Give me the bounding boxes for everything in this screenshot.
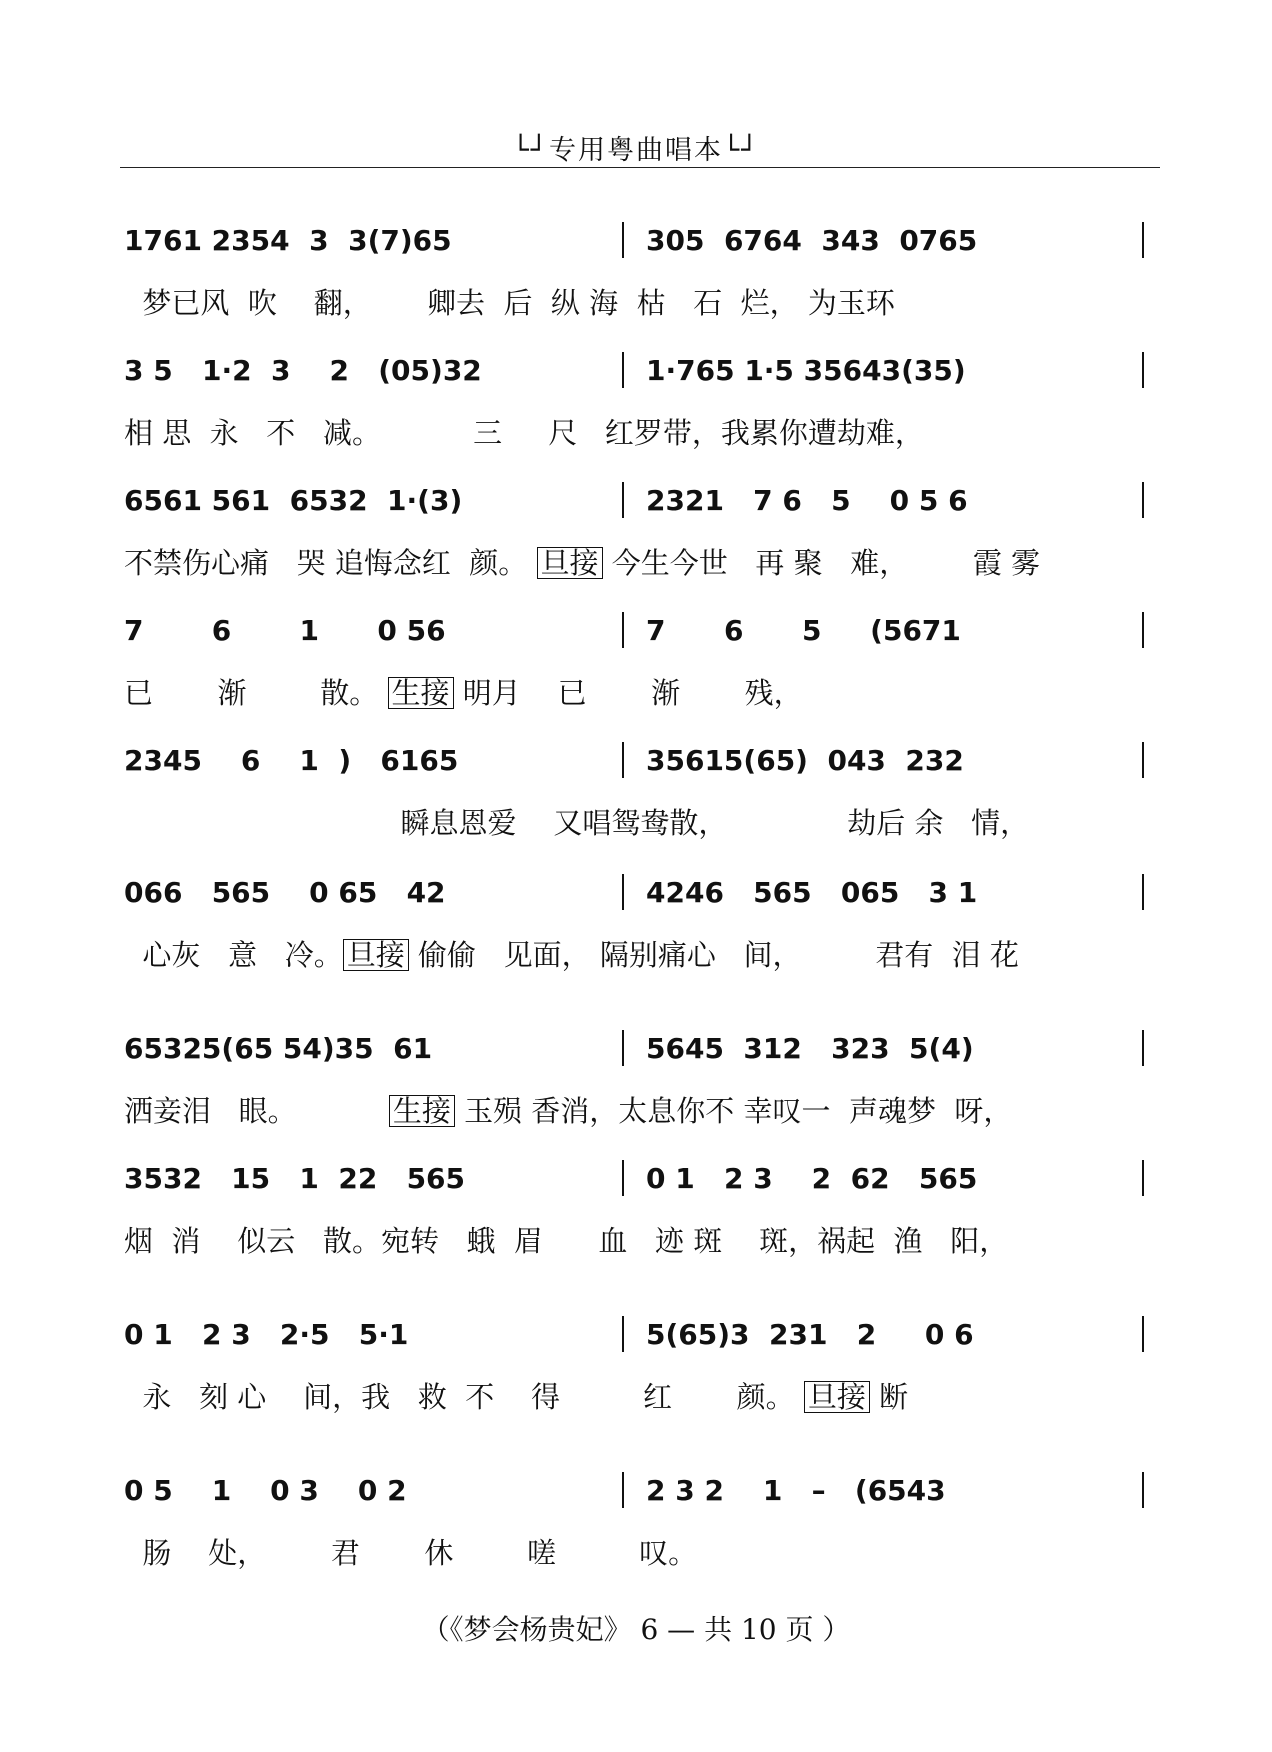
- barline: [1142, 1030, 1144, 1066]
- barline: [622, 742, 624, 778]
- barline: [1142, 742, 1144, 778]
- barline: [1142, 1160, 1144, 1196]
- notation-right: 0 1 2 3 2 62 565: [646, 1162, 978, 1195]
- cue-marker: 旦接: [804, 1381, 870, 1413]
- notation-left: 7 6 1 0 56: [124, 614, 446, 647]
- lyric-text: 不禁伤心痛 哭 追悔念红 颜。: [124, 546, 528, 580]
- notation-right: 35615(65) 043 232: [646, 744, 964, 777]
- notation-right: 2 3 2 1 – (6543: [646, 1474, 946, 1507]
- page-footer: （《梦会杨贵妃》 6 — 共 10 页 ）: [421, 1613, 851, 1646]
- notation-left: 0 1 2 3 2·5 5·1: [124, 1318, 409, 1351]
- barline: [1142, 352, 1144, 388]
- lyric-line: [124, 938, 1019, 972]
- notation-left: 6561 561 6532 1·(3): [124, 484, 463, 517]
- barline: [1142, 222, 1144, 258]
- notation-left: 3532 15 1 22 565: [124, 1162, 466, 1195]
- cue-marker: 旦接: [343, 939, 409, 971]
- barline: [622, 1030, 624, 1066]
- cue-marker: 旦接: [537, 547, 603, 579]
- barline: [622, 1316, 624, 1352]
- notation-right: 2321 7 6 5 0 5 6: [646, 484, 968, 517]
- barline: [1142, 482, 1144, 518]
- cue-marker: 生接: [388, 677, 454, 709]
- barline: [622, 482, 624, 518]
- notation-right: 4246 565 065 3 1: [646, 876, 978, 909]
- lyric-text: 洒妾泪 眼。: [124, 1094, 389, 1128]
- lyric-text: 永 刻 心 间，我 救 不 得 红 颜。: [124, 1380, 795, 1414]
- notation-right: 1·765 1·5 35643(35): [646, 354, 966, 387]
- page-header: └┘专用粤曲唱本└┘: [512, 135, 760, 166]
- lyric-line: 瞬息恩爱 又唱鸳鸯散， 劫后 余 情，: [124, 806, 1030, 840]
- barline: [622, 352, 624, 388]
- notation-left: 2345 6 1 ) 6165: [124, 744, 459, 777]
- lyric-text: 今生今世 再 聚 难， 霞 雾: [611, 546, 1041, 580]
- notation-left: 3 5 1·2 3 2 (05)32: [124, 354, 482, 387]
- lyric-line: [124, 546, 1040, 580]
- lyric-text: 玉殒 香消，太息你不 幸叹一 声魂梦 呀，: [464, 1094, 1013, 1128]
- cue-marker: 生接: [389, 1095, 455, 1127]
- lyric-text: 心灰 意 冷。: [124, 938, 343, 972]
- lyric-text: 偷偷 见面， 隔别痛心 间， 君有 泪 花: [417, 938, 1019, 972]
- barline: [1142, 1472, 1144, 1508]
- barline: [622, 1160, 624, 1196]
- lyric-text: 断: [879, 1380, 909, 1414]
- notation-left: 1761 2354 3 3(7)65: [124, 224, 452, 257]
- lyric-text: 明月 已 渐 残，: [462, 676, 803, 710]
- barline: [622, 1472, 624, 1508]
- notation-left: 066 565 0 65 42: [124, 876, 446, 909]
- lyric-line: 梦已风 吹 翻， 卿去 后 纵 海 枯 石 烂， 为玉环: [124, 286, 895, 320]
- barline: [1142, 874, 1144, 910]
- lyric-line: 烟 消 似云 散。宛转 蛾 眉 血 迹 斑 斑，祸起 渔 阳，: [124, 1224, 1009, 1258]
- lyric-line: [124, 1380, 908, 1414]
- notation-left: 65325(65 54)35 61: [124, 1032, 433, 1065]
- notation-right: 7 6 5 (5671: [646, 614, 961, 647]
- notation-right: 5645 312 323 5(4): [646, 1032, 974, 1065]
- barline: [1142, 612, 1144, 648]
- barline: [622, 874, 624, 910]
- notation-right: 5(65)3 231 2 0 6: [646, 1318, 974, 1351]
- lyric-text: 已 渐 散。: [124, 676, 379, 710]
- barline: [622, 612, 624, 648]
- lyric-line: 相 思 永 不 减。 三 尺 红罗带，我累你遭劫难，: [124, 416, 924, 450]
- lyric-line: 肠 处， 君 休 嗟 叹。: [124, 1536, 698, 1570]
- barline: [622, 222, 624, 258]
- lyric-line: [124, 676, 803, 710]
- notation-left: 0 5 1 0 3 0 2: [124, 1474, 407, 1507]
- barline: [1142, 1316, 1144, 1352]
- lyric-line: [124, 1094, 1012, 1128]
- notation-right: 305 6764 343 0765: [646, 224, 978, 257]
